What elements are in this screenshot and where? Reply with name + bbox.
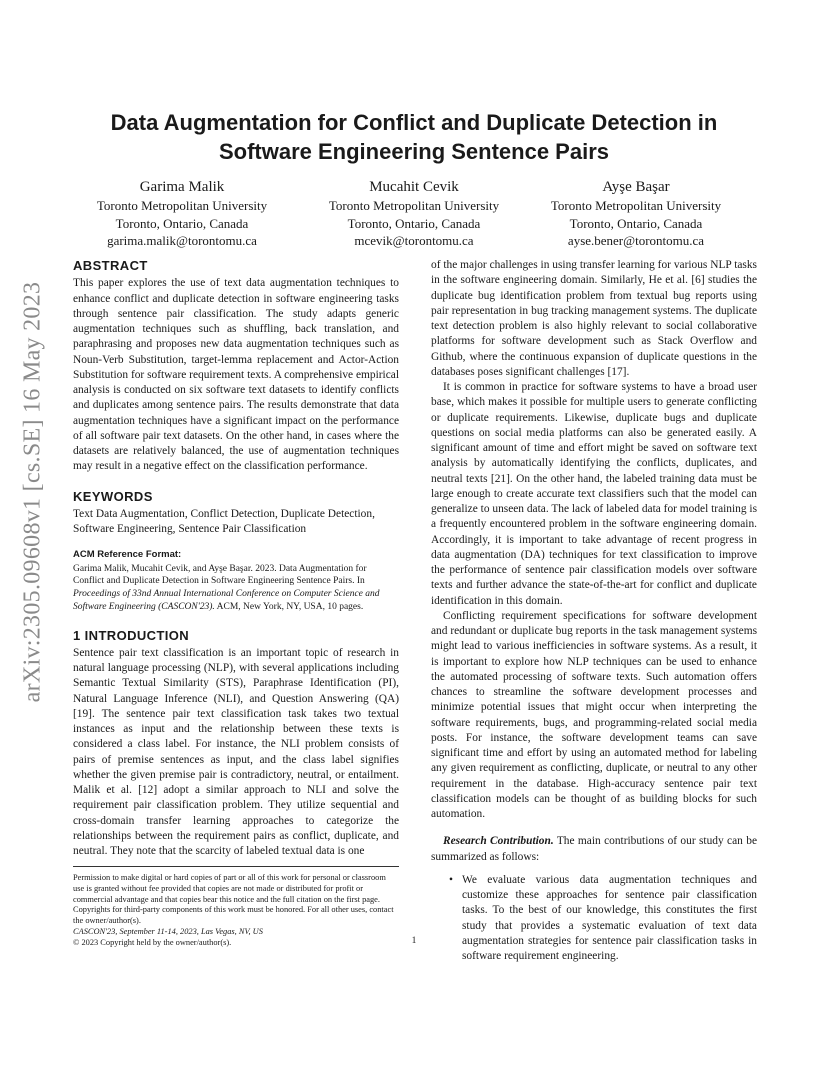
arxiv-identifier-stamp: [18, 281, 48, 703]
keywords-heading: KEYWORDS: [73, 488, 153, 504]
author-name: Garima Malik: [139, 179, 225, 195]
abstract-heading: ABSTRACT: [73, 258, 148, 273]
arxiv-stamp-text: arXiv:2305.09608v1 [cs.SE] 16 May 2023: [19, 281, 46, 703]
author-name: Ayşe Başar: [602, 179, 670, 195]
author-2: [304, 177, 524, 250]
introduction-paragraph-1: Sentence pair text classification is an important topic of research in natural language processing (NLP), with several applications including Semantic Textual Similarity (STS), Paraphrase Identification (PI), Natural Language Inference (NLI), and Question Answering (QA) [19]. The sentence pair text classification task takes two textual instances as input and the relationship between these texts is considered a class label. For instance, the NLI problem consists of pairs of premise sentences as input, and the class label signifies whether the given premise pair is contradictory, neutral, or entailment. Malik et al. [12] adopt a similar approach to NLI and solve the requirement pair classification problem. They utilize sequential and cross-domain transfer learning approaches to categorize the relationships between the requirement pairs as conflict, duplicate, and neutral. They note that the scarcity of labeled textual data is one: [73, 646, 399, 858]
research-contribution-paragraph: [431, 834, 757, 865]
acm-reference-text: [73, 563, 399, 614]
conference-info-text: CASCON'23, September 11-14, 2023, Las Vegas, NV, US: [73, 926, 263, 936]
author-affiliation: Toronto Metropolitan University: [96, 198, 268, 213]
left-column: [73, 258, 399, 859]
page-number: 1: [411, 936, 417, 946]
acm-reference-proceedings: Proceedings of 33nd Annual International Conference on Computer Science and Software Engineering (CASCON'23).: [73, 589, 380, 612]
author-email: garima.malik@torontomu.ca: [107, 233, 257, 248]
introduction-heading: 1 INTRODUCTION: [73, 627, 190, 643]
acm-reference-tail: ACM, New York, NY, USA, 10 pages.: [214, 601, 364, 612]
introduction-paragraph-1-continued: of the major challenges in using transfer learning for various NLP tasks in the software engineering domain. Similarly, He et al. [6] studies the duplicate bug identification problem from textual bug reports using pair representation in bug tracking management systems. The duplicate text detection problem is also highly relevant to social collaborative platforms for software development such as Stack Overflow and Github, where the continuous expansion of duplicate questions in the databases poses significant challenges [17].: [431, 259, 757, 378]
author-name: Mucahit Cevik: [369, 179, 459, 195]
contribution-list: [431, 873, 757, 965]
right-column: [431, 258, 757, 964]
research-contribution-label: Research Contribution.: [443, 835, 554, 848]
title-line-2: Software Engineering Sentence Pairs: [218, 139, 609, 164]
introduction-paragraph-3: Conflicting requirement specifications for software development and redundant or duplicate bug reports in the task management systems might lead to various inefficiencies in software systems. As a result, it is important to explore how NLP techniques can be used to enhance the automated processing of software texts. Such automation offers chances to streamline the software development processes and minimize potential issues that might occur when interpreting the software requirements, bugs, and programming-related social media posts. For instance, the software development teams can save significant time and effort by using an automated method for labeling any given requirement as conflicting, duplicate, or neutral to any other requirement in the database. High-accuracy sentence pair text classification models can be thought of as building blocks for such automation.: [431, 609, 757, 820]
title-line-1: Data Augmentation for Conflict and Duplicate Detection in: [110, 110, 718, 135]
acm-reference-heading: ACM Reference Format:: [73, 549, 182, 561]
author-location: Toronto, Ontario, Canada: [569, 215, 703, 231]
bullet-icon: •: [449, 873, 453, 886]
copyright-line: © 2023 Copyright held by the owner/author(s).: [73, 937, 232, 947]
contribution-bullet-1: We evaluate various data augmentation techniques and customize these approaches for sentence pair classification tasks. To the best of our knowledge, this constitutes the first study that provides a systematic evaluation of text data augmentation strategies for sentence pair classification tasks in software requirement engineering.: [462, 873, 757, 962]
author-1: [72, 177, 292, 250]
author-block: [72, 177, 756, 247]
acm-reference-authors: Garima Malik, Mucahit Cevik, and Ayşe Başar. 2023. Data Augmentation for Conflict and Duplicate Detection in Software Engineering Sentence Pairs. In: [73, 563, 367, 587]
permission-notice: Permission to make digital or hard copies of part or all of this work for personal or classroom use is granted without fee provided that copies are not made or distributed for profit or commercial advantage and that copies bear this notice and the full citation on the first page. Copyrights for third-party components of this work must be honored. For all other uses, contact the owner/author(s).: [73, 873, 394, 926]
author-email: ayse.bener@torontomu.ca: [567, 233, 705, 248]
author-location: Toronto, Ontario, Canada: [115, 215, 249, 231]
author-affiliation: Toronto Metropolitan University: [328, 198, 500, 213]
author-location: Toronto, Ontario, Canada: [347, 215, 481, 231]
author-affiliation: Toronto Metropolitan University: [550, 198, 722, 213]
introduction-paragraph-2: It is common in practice for software systems to have a broad user base, which makes it possible for multiple users to generate conflicting or duplicate requirements. Likewise, duplicate bugs and duplicate questions on social media platforms can also be generated easily. A significant amount of time and effort might be saved on software text analysis by automatically identifying the conflicts, duplicates, and neutral texts [21]. On the other hand, the labeled training data must be large enough to create accurate text classifiers such that the model can generalize to unseen data. The lack of labeled data for model training is a frequently encountered problem in the software engineering domain. Accordingly, it is important to take advantage of recent progress in data augmentation (DA) techniques for text classification to improve the performance of sentence pair classification models over software texts and further advance the state-of-the-art for conflict and duplicate identification in this domain.: [431, 381, 757, 607]
abstract-text: This paper explores the use of text data augmentation techniques to enhance conflict and duplicate detection in software engineering tasks through sentence pair classification. The study adapts generic augmentation techniques such as shuffling, back translation, and paraphrasing and proposes new data augmentation techniques such as Noun-Verb Substitution, target-lemma replacement and Actor-Action Substitution for software requirement texts. A comprehensive empirical analysis is conducted on six software text datasets to identify conflicts and duplicates among sentence pairs. The results demonstrate that data augmentation techniques have a significant impact on the performance of all software pair text datasets. On the other hand, in cases where the datasets are relatively balanced, the use of augmentation techniques may result in a negative effect on the classification performance.: [73, 277, 399, 473]
research-contribution-text: The main contributions of our study can be summarized as follows:: [431, 835, 757, 863]
author-email: mcevik@torontomu.ca: [354, 233, 474, 248]
list-item: [449, 873, 757, 965]
keywords-text: Text Data Augmentation, Conflict Detection, Duplicate Detection, Software Engineering, Sentence Pair Classification: [73, 507, 375, 535]
author-3: [526, 177, 746, 250]
paper-title: [72, 108, 756, 166]
